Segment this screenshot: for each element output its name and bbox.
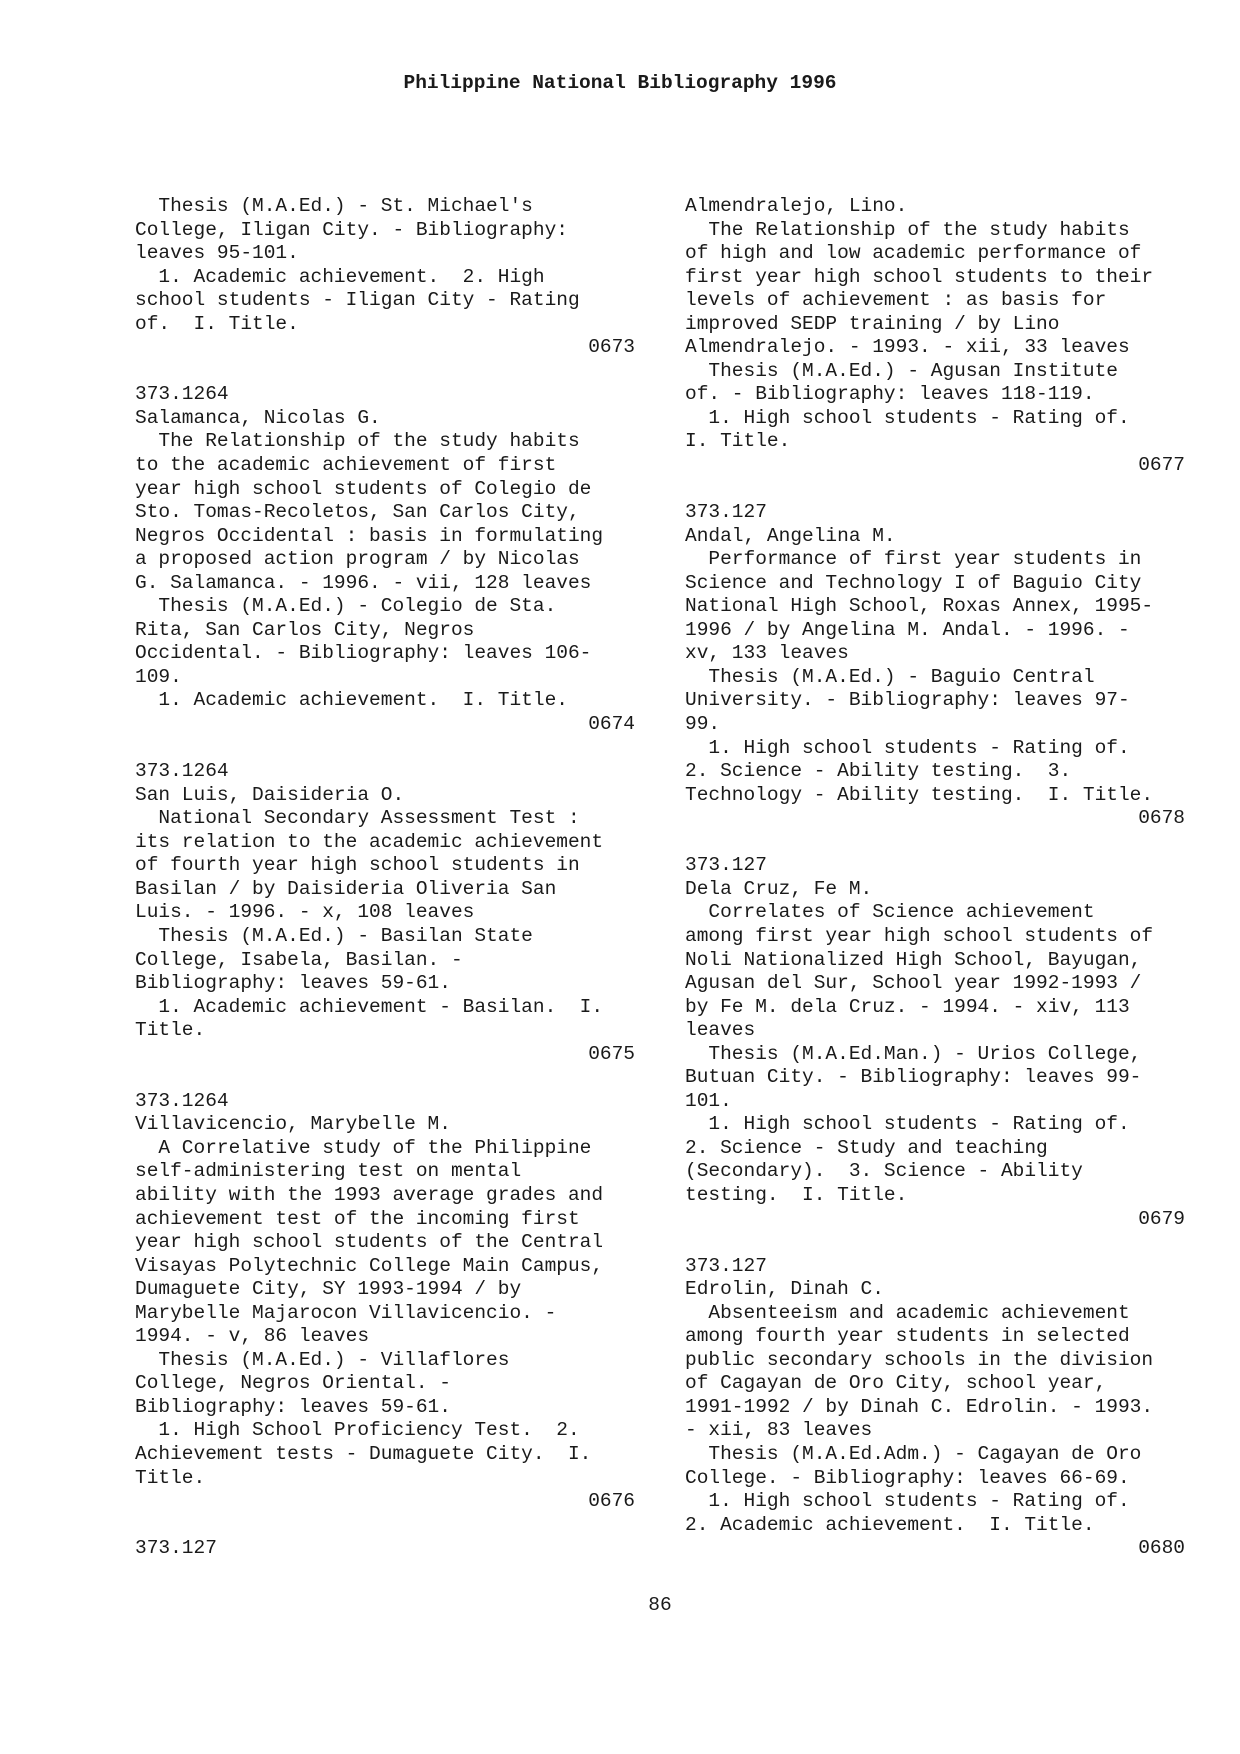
text-line: levels of achievement : as basis for [685,289,1107,312]
classification-number: 373.127 [685,1254,767,1277]
text-line: among first year high school students of [685,924,1154,947]
text-line: 2. Science - Study and teaching [685,1136,1048,1159]
classification-number: 373.1264 [135,383,229,406]
text-line: Performance of first year students in [685,548,1142,571]
classification-number: 373.1264 [135,1089,229,1112]
left-column [135,195,635,1561]
text-line: Almendralejo, Lino. [685,195,908,217]
text-line: 101. [685,1089,732,1112]
text-line: 99. [685,713,721,736]
spacer [685,478,1185,502]
page-title: Philippine National Bibliography 1996 [403,72,837,94]
text-line: Title. [135,1466,206,1489]
spacer [135,1514,635,1538]
entry-number: 0677 [1138,454,1185,477]
text-line: Thesis (M.A.Ed.) - Baguio Central [685,665,1095,688]
spacer [135,1066,635,1090]
text-line: improved SEDP training / by Lino [685,312,1060,335]
text-line: 2. Academic achievement. I. Title. [685,1513,1095,1536]
text-line: 109. [135,665,182,688]
text-line: 2. Science - Ability testing. 3. [685,760,1072,783]
text-line: of high and low academic performance of [685,242,1142,265]
classification-number: 373.127 [685,854,767,877]
text-line: 1. High School Proficiency Test. 2. [135,1419,580,1442]
entry-number: 0673 [588,336,635,359]
spacer [685,831,1185,855]
page-number: 86 [648,1594,672,1616]
text-line: Rita, San Carlos City, Negros [135,618,475,641]
text-line: - xii, 83 leaves [685,1419,873,1442]
text-line: I. Title. [685,430,791,453]
entry-number: 0678 [1138,807,1185,830]
text-line: The Relationship of the study habits [685,218,1130,241]
text-line: 1996 / by Angelina M. Andal. - 1996. - [685,618,1130,641]
text-line: Thesis (M.A.Ed.) - St. Michael's [135,195,533,217]
text-line: to the academic achievement of first [135,454,557,477]
text-line: by Fe M. dela Cruz. - 1994. - xiv, 113 [685,995,1130,1018]
text-line: year high school students of the Central [135,1231,604,1254]
text-line: Occidental. - Bibliography: leaves 106- [135,642,592,665]
text-line: ability with the 1993 average grades and [135,1183,604,1206]
text-line: Thesis (M.A.Ed.Adm.) - Cagayan de Oro [685,1442,1142,1465]
text-line: public secondary schools in the division [685,1348,1154,1371]
text-line: Bibliography: leaves 59-61. [135,972,451,995]
text-line: Thesis (M.A.Ed.) - Colegio de Sta. [135,595,557,618]
text-line: A Correlative study of the Philippine [135,1136,592,1159]
text-line: among fourth year students in selected [685,1325,1130,1348]
text-line: 1. High school students - Rating of. [685,406,1130,429]
text-line: Thesis (M.A.Ed.Man.) - Urios College, [685,1042,1142,1065]
text-line: Dela Cruz, Fe M. [685,877,873,900]
text-line: its relation to the academic achievement [135,830,604,853]
text-line: College, Iligan City. - Bibliography: [135,218,568,241]
entry-number: 0676 [588,1490,635,1513]
text-line: Visayas Polytechnic College Main Campus, [135,1254,604,1277]
text-line: of fourth year high school students in [135,854,580,877]
text-line: achievement test of the incoming first [135,1207,580,1230]
text-line: Edrolin, Dinah C. [685,1278,884,1301]
text-line: Bibliography: leaves 59-61. [135,1395,451,1418]
text-line: 1. Academic achievement. I. Title. [135,689,568,712]
text-line: Correlates of Science achievement [685,901,1095,924]
text-line: (Secondary). 3. Science - Ability [685,1160,1083,1183]
text-line: Basilan / by Daisideria Oliveria San [135,877,557,900]
spacer [135,360,635,384]
text-line: Technology - Ability testing. I. Title. [685,783,1154,806]
text-line: of. I. Title. [135,312,299,335]
entry-number: 0680 [1138,1537,1185,1560]
text-line: 1. High school students - Rating of. [685,1490,1130,1513]
text-line: year high school students of Colegio de [135,477,592,500]
text-line: first year high school students to their [685,265,1154,288]
text-line: 1994. - v, 86 leaves [135,1325,370,1348]
text-line: Achievement tests - Dumaguete City. I. [135,1442,592,1465]
classification-number: 373.1264 [135,760,229,783]
text-line: College, Negros Oriental. - [135,1372,451,1395]
text-line: of. - Bibliography: leaves 118-119. [685,383,1095,406]
text-line: The Relationship of the study habits [135,430,580,453]
text-line: 1. Academic achievement - Basilan. I. [135,995,604,1018]
text-line: Noli Nationalized High School, Bayugan, [685,948,1142,971]
text-line: Science and Technology I of Baguio City [685,571,1142,594]
text-line: a proposed action program / by Nicolas [135,548,580,571]
text-line: 1991-1992 / by Dinah C. Edrolin. - 1993. [685,1395,1154,1418]
text-line: National High School, Roxas Annex, 1995- [685,595,1154,618]
text-line: leaves 95-101. [135,242,299,265]
text-line: xv, 133 leaves [685,642,849,665]
classification-number: 373.127 [685,501,767,524]
text-line: leaves [685,1019,756,1042]
text-line: Almendralejo. - 1993. - xii, 33 leaves [685,336,1130,359]
right-column [685,195,1185,1561]
text-line: Sto. Tomas-Recoletos, San Carlos City, [135,501,580,524]
text-line: College, Isabela, Basilan. - [135,948,463,971]
text-line: Salamanca, Nicolas G. [135,406,381,429]
entry-number: 0679 [1138,1207,1185,1230]
entry-number: 0675 [588,1042,635,1065]
text-line: Thesis (M.A.Ed.) - Villaflores [135,1348,510,1371]
text-line: Agusan del Sur, School year 1992-1993 / [685,972,1142,995]
entry-number: 0674 [588,713,635,736]
text-line: G. Salamanca. - 1996. - vii, 128 leaves [135,571,592,594]
text-line: of Cagayan de Oro City, school year, [685,1372,1107,1395]
text-line: 1. Academic achievement. 2. High [135,265,545,288]
text-line: University. - Bibliography: leaves 97- [685,689,1130,712]
classification-number: 373.127 [135,1537,217,1560]
text-line: 1. High school students - Rating of. [685,1113,1130,1136]
spacer [685,1231,1185,1255]
text-line: Dumaguete City, SY 1993-1994 / by [135,1278,522,1301]
text-line: self-administering test on mental [135,1160,522,1183]
text-line: Absenteeism and academic achievement [685,1301,1130,1324]
text-line: Villavicencio, Marybelle M. [135,1113,451,1136]
text-line: Thesis (M.A.Ed.) - Agusan Institute [685,359,1118,382]
text-line: Luis. - 1996. - x, 108 leaves [135,901,475,924]
text-line: Thesis (M.A.Ed.) - Basilan State [135,924,533,947]
text-line: College. - Bibliography: leaves 66-69. [685,1466,1130,1489]
spacer [135,737,635,761]
text-line: San Luis, Daisideria O. [135,783,405,806]
text-line: Negros Occidental : basis in formulating [135,524,604,547]
text-line: Title. [135,1019,206,1042]
text-line: Marybelle Majarocon Villavicencio. - [135,1301,557,1324]
text-line: Andal, Angelina M. [685,524,896,547]
text-line: National Secondary Assessment Test : [135,807,580,830]
text-line: school students - Iligan City - Rating [135,289,580,312]
text-line: testing. I. Title. [685,1183,908,1206]
text-line: Butuan City. - Bibliography: leaves 99- [685,1066,1142,1089]
text-line: 1. High school students - Rating of. [685,736,1130,759]
